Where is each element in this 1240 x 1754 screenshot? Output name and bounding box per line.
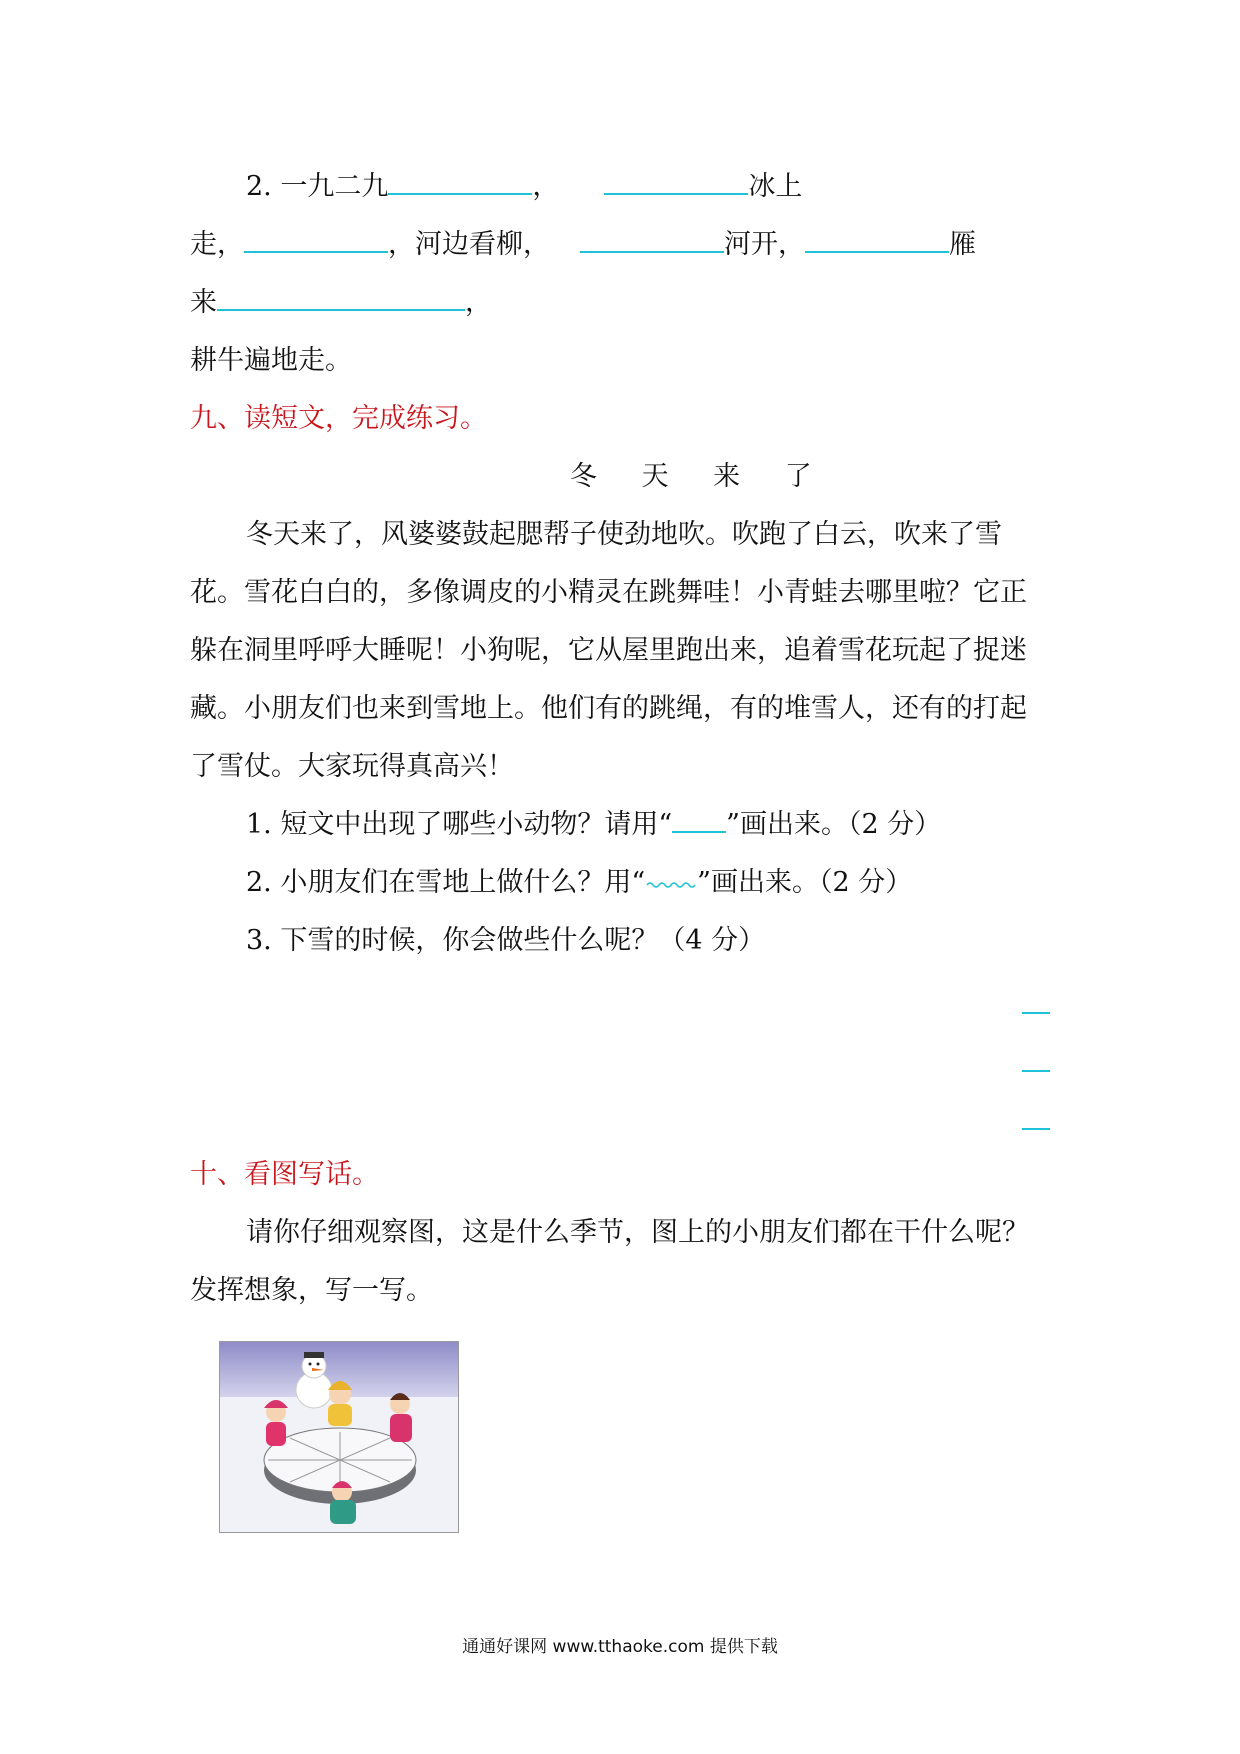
question-2-points: ”画出来。（2 分） — [697, 867, 913, 898]
q8-text-river-open: 河开， — [724, 229, 805, 260]
section9-heading: 九、读短文，完成练习。 — [190, 403, 487, 434]
q8-text-walk: 走， — [190, 229, 244, 260]
q8-item2-line1 — [246, 170, 802, 204]
question-3: 3. 下雪的时候，你会做些什么呢？（4 分） — [246, 925, 766, 956]
footer-credit: 通通好课网 www.tthaoke.com 提供下载 — [462, 1637, 778, 1657]
passage-line-3: 躲在洞里呼呼大睡呢！小狗呢，它从屋里跑出来，追着雪花玩起了捉迷 — [190, 635, 1027, 666]
q8-comma: ， — [532, 171, 560, 202]
passage-line-4: 藏。小朋友们也来到雪地上。他们有的跳绳，有的堆雪人，还有的打起 — [190, 693, 1027, 724]
passage-line-1: 冬天来了，风婆婆鼓起腮帮子使劲地吹。吹跑了白云，吹来了雪 — [246, 519, 1002, 550]
blank-3[interactable] — [244, 229, 388, 253]
answer-line-1[interactable] — [1022, 1012, 1050, 1014]
q8-item2-line2 — [190, 228, 976, 262]
q8-item2-number: 2. 一九二九 — [246, 171, 389, 202]
q8-text-comma2: ， — [465, 287, 492, 318]
q8-text-come: 来 — [190, 287, 217, 318]
blank-6[interactable] — [217, 287, 465, 311]
question-1-text: 1. 短文中出现了哪些小动物？请用“ — [246, 809, 673, 840]
q8-item2-line4: 耕牛遍地走。 — [190, 345, 352, 376]
blank-5[interactable] — [805, 229, 949, 253]
wavy-line-mark — [645, 879, 697, 889]
passage-line-2: 花。雪花白白的，多像调皮的小精灵在跳舞哇！小青蛙去哪里啦？它正 — [190, 577, 1027, 608]
passage-title: 冬 天 来 了 — [570, 461, 830, 492]
section10-line-1: 请你仔细观察图，这是什么季节，图上的小朋友们都在干什么呢？ — [246, 1217, 1029, 1248]
question-2-text: 2. 小朋友们在雪地上做什么？用“ — [246, 867, 646, 898]
blank-4[interactable] — [580, 229, 724, 253]
section10-heading: 十、看图写话。 — [190, 1159, 379, 1190]
straight-line-mark — [672, 811, 726, 833]
q8-text-geese: 雁 — [949, 229, 976, 260]
section10-line-2: 发挥想象，写一写。 — [190, 1275, 433, 1306]
answer-line-2[interactable] — [1022, 1070, 1050, 1072]
question-2 — [246, 866, 912, 900]
q8-item2-line3 — [190, 286, 492, 320]
question-1 — [246, 808, 941, 842]
winter-scene-illustration — [219, 1341, 459, 1533]
q8-text-ice: 冰上 — [748, 171, 803, 202]
passage-line-5: 了雪仗。大家玩得真高兴！ — [190, 751, 514, 782]
question-1-points: ”画出来。（2 分） — [726, 809, 942, 840]
answer-line-3[interactable] — [1022, 1128, 1050, 1130]
blank-1[interactable] — [388, 171, 532, 195]
blank-2[interactable] — [604, 171, 748, 195]
q8-text-riverside: ，河边看柳， — [388, 229, 550, 260]
